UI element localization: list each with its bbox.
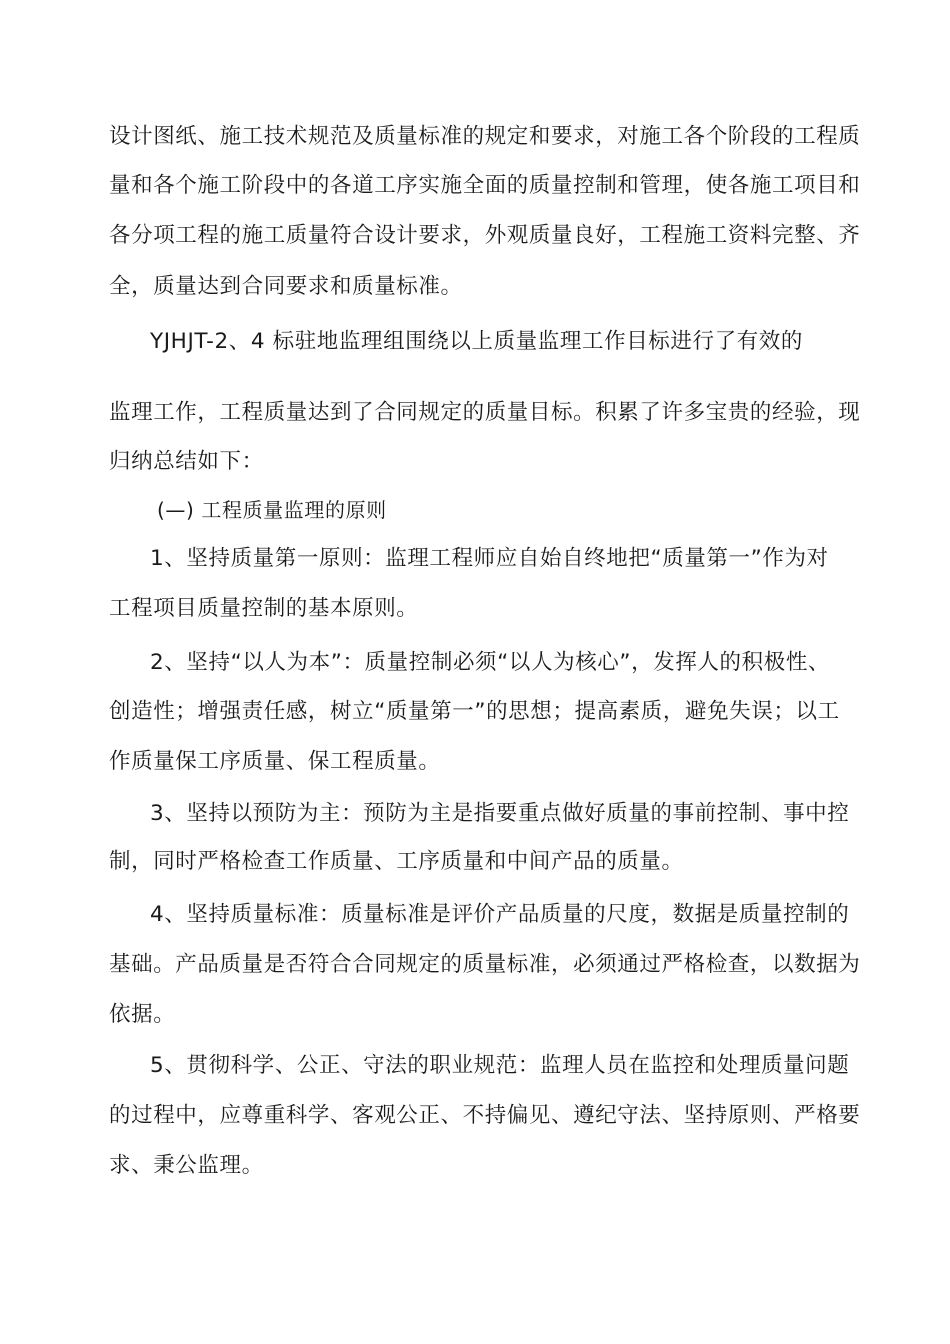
text-line: 依据。 [109, 1002, 176, 1027]
text-line: 3、坚持以预防为主：预防为主是指要重点做好质量的事前控制、事中控 [150, 801, 850, 826]
text-line: 2、坚持“以人为本”：质量控制必须“以人为核心”，发挥人的积极性、 [150, 650, 831, 675]
text-line: 1、坚持质量第一原则：监理工程师应自始自终地把“质量第一”作为对 [150, 546, 829, 571]
text-line: 的过程中，应尊重科学、客观公正、不持偏见、遵纪守法、坚持原则、严格要 [109, 1103, 861, 1128]
text-line: 全，质量达到合同要求和质量标准。 [109, 274, 463, 299]
text-line: 作质量保工序质量、保工程质量。 [109, 749, 441, 774]
text-line: 创造性；增强责任感，树立“质量第一”的思想；提高素质，避免失误；以工 [109, 699, 840, 724]
text-line: 求、秉公监理。 [109, 1153, 264, 1178]
text-line: 5、贯彻科学、公正、守法的职业规范：监理人员在监控和处理质量问题 [150, 1053, 850, 1078]
text-line: 工程项目质量控制的基本原则。 [109, 596, 419, 621]
text-line: 量和各个施工阶段中的各道工序实施全面的质量控制和管理，使各施工项目和 [109, 173, 861, 198]
text-line: 设计图纸、施工技术规范及质量标准的规定和要求，对施工各个阶段的工程质 [109, 124, 861, 149]
text-line: 4、坚持质量标准：质量标准是评价产品质量的尺度，数据是质量控制的 [150, 902, 850, 927]
text-line: YJHJT-2、4 标驻地监理组围绕以上质量监理工作目标进行了有效的 [150, 329, 803, 354]
text-line: 归纳总结如下： [109, 449, 264, 474]
text-line: 制，同时严格检查工作质量、工序质量和中间产品的质量。 [109, 849, 684, 874]
section-heading: (—) 工程质量监理的原则 [157, 498, 387, 522]
text-line: 基础。产品质量是否符合合同规定的质量标准，必须通过严格检查，以数据为 [109, 952, 861, 977]
text-line: 监理工作，工程质量达到了合同规定的质量目标。积累了许多宝贵的经验，现 [109, 400, 861, 425]
text-line: 各分项工程的施工质量符合设计要求，外观质量良好，工程施工资料完整、齐 [109, 223, 861, 248]
